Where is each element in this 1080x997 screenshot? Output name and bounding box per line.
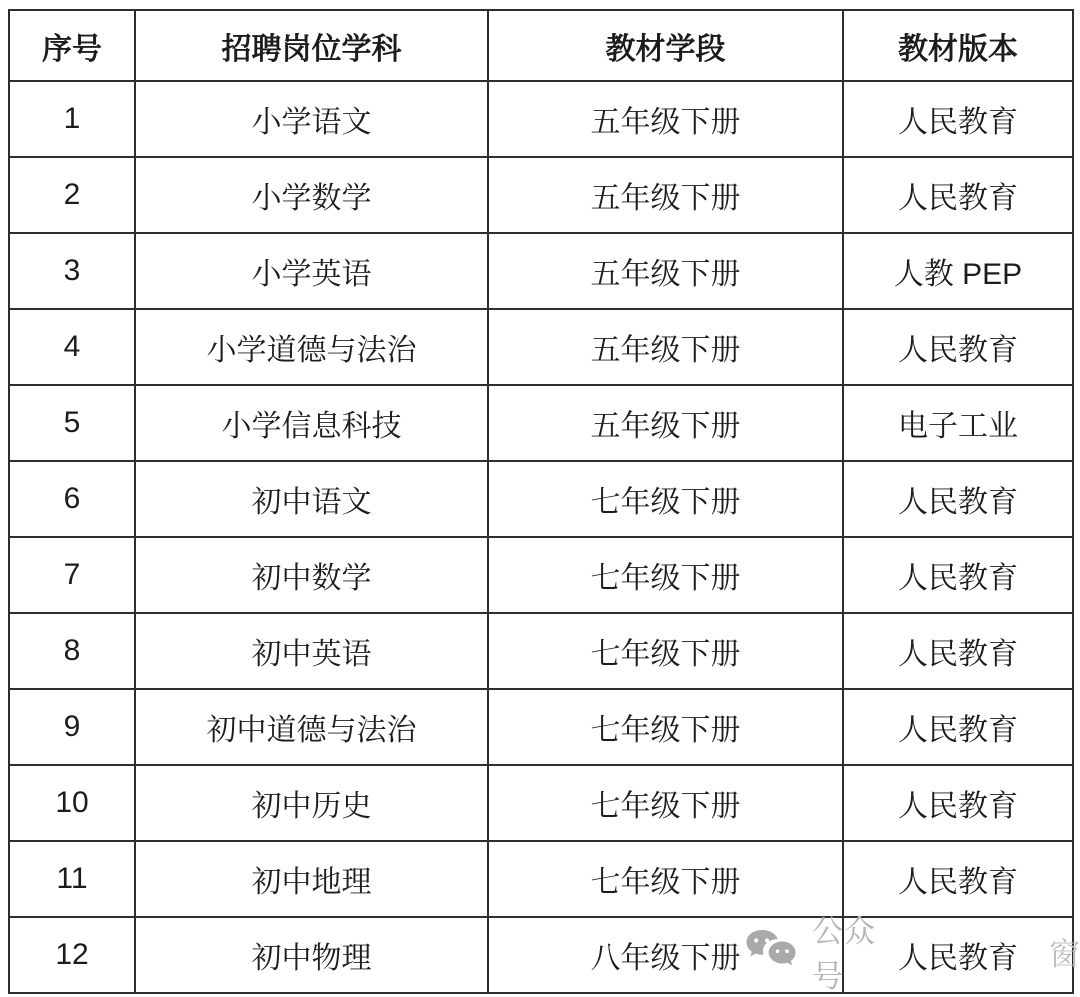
cell-subject: 初中英语 — [135, 613, 488, 689]
table-row — [9, 841, 1073, 917]
cell-stage: 七年级下册 — [488, 689, 843, 765]
cell-subject: 初中历史 — [135, 765, 488, 841]
cell-edition: 人民教育 — [843, 461, 1073, 537]
cell-stage: 七年级下册 — [488, 765, 843, 841]
cell-subject: 小学道德与法治 — [135, 309, 488, 385]
cell-subject: 初中地理 — [135, 841, 488, 917]
cell-stage: 五年级下册 — [488, 385, 843, 461]
table-row — [9, 385, 1073, 461]
cell-index: 12 — [9, 917, 135, 993]
watermark-suffix: 窗 — [1049, 936, 1080, 972]
cell-index: 8 — [9, 613, 135, 689]
cell-edition: 人民教育 — [843, 81, 1073, 157]
header-stage: 教材学段 — [488, 10, 843, 81]
cell-stage: 八年级下册 — [488, 917, 843, 993]
cell-edition: 人民教育 — [843, 917, 1073, 993]
table-header-row — [9, 10, 1073, 81]
cell-edition: 电子工业 — [843, 385, 1073, 461]
header-subject: 招聘岗位学科 — [135, 10, 488, 81]
cell-index: 4 — [9, 309, 135, 385]
table-row — [9, 233, 1073, 309]
table-row — [9, 917, 1073, 993]
table-row — [9, 765, 1073, 841]
cell-edition: 人民教育 — [843, 841, 1073, 917]
cell-index: 3 — [9, 233, 135, 309]
cell-edition: 人民教育 — [843, 689, 1073, 765]
cell-index: 1 — [9, 81, 135, 157]
cell-edition: 人民教育 — [843, 157, 1073, 233]
cell-stage: 七年级下册 — [488, 537, 843, 613]
cell-subject: 小学语文 — [135, 81, 488, 157]
table-row — [9, 157, 1073, 233]
table-row — [9, 537, 1073, 613]
cell-edition: 人民教育 — [843, 613, 1073, 689]
cell-subject: 初中物理 — [135, 917, 488, 993]
cell-index: 9 — [9, 689, 135, 765]
cell-stage: 五年级下册 — [488, 81, 843, 157]
cell-stage: 五年级下册 — [488, 233, 843, 309]
cell-index: 6 — [9, 461, 135, 537]
cell-index: 7 — [9, 537, 135, 613]
cell-stage: 七年级下册 — [488, 461, 843, 537]
cell-index: 10 — [9, 765, 135, 841]
cell-subject: 小学信息科技 — [135, 385, 488, 461]
table-row — [9, 81, 1073, 157]
watermark-label: 公众号 — [812, 914, 876, 994]
cell-subject: 初中道德与法治 — [135, 689, 488, 765]
cell-stage: 七年级下册 — [488, 841, 843, 917]
table-row — [9, 689, 1073, 765]
cell-index: 11 — [9, 841, 135, 917]
cell-edition: 人教 PEP — [843, 233, 1073, 309]
cell-edition: 人民教育 — [843, 309, 1073, 385]
cell-subject: 小学数学 — [135, 157, 488, 233]
cell-stage: 五年级下册 — [488, 309, 843, 385]
cell-index: 2 — [9, 157, 135, 233]
cell-index: 5 — [9, 385, 135, 461]
cell-subject: 初中语文 — [135, 461, 488, 537]
table-row — [9, 613, 1073, 689]
header-index: 序号 — [9, 10, 135, 81]
cell-stage: 五年级下册 — [488, 157, 843, 233]
cell-edition: 人民教育 — [843, 765, 1073, 841]
table-row — [9, 309, 1073, 385]
cell-subject: 小学英语 — [135, 233, 488, 309]
header-edition: 教材版本 — [843, 10, 1073, 81]
table-row — [9, 461, 1073, 537]
cell-edition: 人民教育 — [843, 537, 1073, 613]
cell-stage: 七年级下册 — [488, 613, 843, 689]
recruitment-subjects-table — [8, 9, 1074, 994]
table-body — [9, 81, 1073, 993]
cell-subject: 初中数学 — [135, 537, 488, 613]
